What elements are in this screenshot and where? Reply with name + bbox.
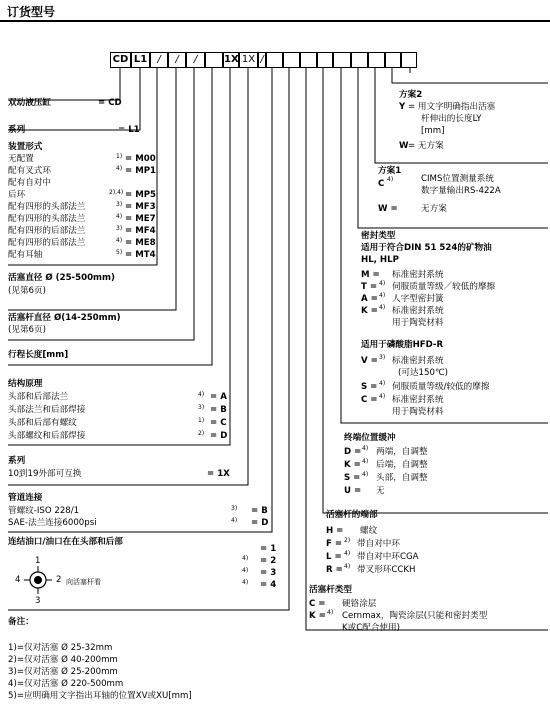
pipe-item-code: = D — [251, 518, 269, 528]
cushion-item-sup: 4) — [362, 458, 369, 465]
mount-title: 装置形式 — [8, 142, 43, 152]
rod-end-item-text: 带自对中环CGA — [357, 552, 419, 562]
seal-item-text: 用于陶瓷材料 — [392, 318, 444, 328]
double-cyl-label: 双动液压缸 — [8, 98, 51, 108]
note-item: 5)=应明确用文字指出耳轴的位置XV或XU[mm] — [8, 691, 192, 701]
seal-item-sup: 3) — [379, 354, 386, 361]
mount-item-label: 配有四形的头部法兰 — [8, 202, 86, 212]
rod-type-item-sup: 4) — [327, 609, 334, 616]
struct-item-code: = C — [210, 418, 227, 428]
option2-y-text: = 用文字明确指出活塞 — [408, 102, 496, 112]
note-item: 2)=仅对活塞 Ø 40-200mm — [8, 655, 118, 665]
note-item: 3)=仅对活塞 Ø 25-200mm — [8, 667, 118, 677]
cushion-item-text: 后端，自调整 — [376, 460, 428, 470]
mount-item-label: 配有四形的头部法兰 — [8, 214, 86, 224]
seal-item-text: 伺服质量等级／较低的摩擦 — [392, 282, 496, 292]
option1-w-text: 无方案 — [421, 204, 447, 214]
rod-type-item-code: C = — [309, 599, 326, 609]
rod-type-title: 活塞杆类型 — [309, 585, 352, 595]
seal-item-code: T = — [361, 282, 378, 292]
option1-c-code: C — [378, 179, 385, 189]
rod-end-item-text: 带自对中环 — [357, 539, 400, 549]
cushion-item-text: 两端，自调整 — [376, 447, 428, 457]
option2-w-text: = 无方案 — [408, 141, 444, 151]
seal-subtitle2: HL, HLP — [361, 255, 399, 265]
seal-item-code: S = — [361, 382, 378, 392]
seal-item-text: 用于陶瓷材料 — [392, 407, 444, 417]
rod-end-item-sup: 4) — [344, 550, 351, 557]
option2-y-text: 杆伸出的长度LY — [421, 114, 482, 124]
option2-y-text: [mm] — [421, 126, 445, 136]
port-number-4: 4 — [15, 575, 21, 585]
mount-item-label: 无配置 — [8, 154, 34, 164]
port-title: 连结油口/油口在在头部和后部 — [8, 537, 123, 547]
seal-item-sup: 4) — [379, 380, 386, 387]
cushion-title: 终端位置缓冲 — [344, 433, 396, 443]
seal-item-sup: 4) — [379, 393, 386, 400]
option1-c-text: 数字量输出RS-422A — [421, 186, 501, 196]
mount-item-code: = ME7 — [125, 214, 156, 224]
port-number-2: 2 — [56, 575, 62, 585]
struct-item-label: 头部和后部法兰 — [8, 392, 69, 402]
port-item-code: = 1 — [260, 544, 277, 554]
port-item-sup: 4) — [242, 555, 249, 562]
note-item: 1)=仅对活塞 Ø 25-32mm — [8, 643, 113, 653]
rod-dia-label: 活塞杆直径 Ø(14-250mm) — [8, 313, 121, 323]
port-caption: 向活塞杆看 — [66, 578, 101, 586]
seal-item-text: 标准密封系统 — [392, 395, 444, 405]
rod-end-item-code: H = — [326, 526, 344, 536]
mount-item-sup: 3) — [116, 225, 123, 232]
mount-item-label: 配有自对中 — [8, 178, 51, 188]
cushion-item-code: U = — [344, 486, 362, 496]
series1-code: = L1 — [118, 125, 140, 135]
rod-end-item-sup: 2) — [344, 537, 351, 544]
notes-title: 备注： — [8, 617, 34, 627]
code-cell-slash: / — [258, 52, 266, 68]
seal-subtitle3: 适用于磷酸脂HFD-R — [361, 340, 444, 350]
mount-item-label: 后环 — [8, 190, 26, 200]
port-item-code: = 4 — [260, 580, 277, 590]
mount-item-sup: 1) — [116, 153, 123, 160]
struct-item-sup: 3) — [198, 404, 205, 411]
option1-title: 方案1 — [378, 166, 402, 176]
mount-item-code: = MP1 — [125, 166, 157, 176]
struct-item-sup: 4) — [198, 391, 205, 398]
mount-item-code: = ME8 — [125, 238, 156, 248]
mount-item-code: = MP5 — [125, 190, 157, 200]
pipe-item-label: 管螺纹-ISO 228/1 — [8, 506, 80, 516]
stroke-label: 行程长度[mm] — [8, 350, 69, 360]
seal-item-code: K = — [361, 306, 378, 316]
option2-w-code: W — [399, 141, 409, 151]
struct-title: 结构原理 — [8, 379, 43, 389]
rod-end-item-text: 带叉形环CCKH — [357, 565, 416, 575]
rod-type-item-text: 硬铬涂层 — [342, 599, 377, 609]
code-cell-stroke: / — [186, 52, 205, 68]
pipe-item-code: = B — [251, 506, 268, 516]
rod-type-item-text: K或C配合使用) — [342, 623, 400, 633]
cushion-item-code: S = — [344, 473, 361, 483]
piston-dia-note: (见第6页) — [8, 286, 46, 296]
mount-item-code: = MF4 — [125, 226, 156, 236]
seal-subtitle: 适用于符合DIN 51 524的矿物油 — [361, 243, 492, 253]
mount-item-sup: 4) — [116, 165, 123, 172]
rod-end-item-code: L = — [326, 552, 342, 562]
cushion-item-text: 头部，自调整 — [376, 473, 428, 483]
seal-title: 密封类型 — [361, 231, 396, 241]
mount-item-sup: 5) — [116, 249, 123, 256]
rod-type-item-code: K = — [309, 611, 326, 621]
mount-item-label: 配有四形的后部法兰 — [8, 238, 86, 248]
pipe-item-sup: 4) — [231, 517, 238, 524]
struct-item-code: = B — [210, 405, 227, 415]
rod-end-item-sup: 4) — [344, 563, 351, 570]
seal-item-text: 标准密封系统 — [392, 306, 444, 316]
struct-item-label: 头部螺纹和后部焊接 — [8, 431, 86, 441]
rod-end-item-code: F = — [326, 539, 343, 549]
seal-item-sup: 4) — [379, 304, 386, 311]
code-cell-series: L1 — [131, 52, 150, 68]
series2-label: 10到19外部可互换 — [8, 469, 82, 479]
code-cell-rod: / — [168, 52, 186, 68]
mount-item-sup: 4) — [116, 237, 123, 244]
rod-end-item-text: 螺纹 — [360, 526, 378, 536]
cushion-item-sup: 4) — [362, 445, 369, 452]
mount-item-sup: 2),4) — [109, 189, 124, 196]
seal-item-text: 标准密封系统 — [392, 356, 444, 366]
seal-item-text: 标准密封系统 — [392, 270, 444, 280]
seal-item-text: 人字型密封簧 — [392, 294, 444, 304]
port-number-1: 1 — [35, 556, 41, 566]
rod-end-title: 活塞杆的端部 — [326, 510, 378, 520]
port-number-3: 3 — [35, 596, 41, 606]
seal-item-sup: 4) — [379, 280, 386, 287]
port-item-sup: 4) — [242, 567, 249, 574]
series1-label: 系列 — [8, 125, 26, 135]
option1-c-text: CIMS位置测量系统 — [421, 174, 494, 184]
series2-code: = 1X — [207, 469, 230, 479]
rod-type-item-text: Cernmax，陶瓷涂层(只能和密封类型 — [342, 611, 488, 621]
struct-item-sup: 1) — [198, 417, 205, 424]
cushion-item-text: 无 — [376, 486, 385, 496]
struct-item-label: 头部法兰和后部焊接 — [8, 405, 86, 415]
seal-item-text: 伺服质量等级/较低的摩擦 — [392, 382, 490, 392]
seal-item-code: C = — [361, 395, 378, 405]
mount-item-sup: 4) — [116, 213, 123, 220]
mount-item-code: = M00 — [125, 154, 156, 164]
mount-item-code: = MT4 — [125, 250, 156, 260]
mount-item-sup: 3) — [116, 201, 123, 208]
code-cell-piston: / — [150, 52, 168, 68]
struct-item-label: 头部和后部有螺纹 — [8, 418, 77, 428]
double-cyl-code: = CD — [98, 98, 122, 108]
pipe-item-sup: 3) — [231, 505, 238, 512]
mount-item-label: 配有叉式环 — [8, 166, 51, 176]
seal-item-code: V = — [361, 356, 378, 366]
code-cell-struct: 1X — [223, 52, 239, 68]
cushion-item-code: K = — [344, 460, 361, 470]
struct-item-sup: 2) — [198, 430, 205, 437]
mount-item-label: 配有四形的后部法兰 — [8, 226, 86, 236]
cushion-item-code: D = — [344, 447, 362, 457]
port-item-code: = 2 — [260, 556, 277, 566]
pipe-title: 管道连接 — [8, 493, 43, 503]
option2-y-code: Y — [399, 102, 406, 112]
pipe-item-label: SAE-法兰连接6000psi — [8, 518, 97, 528]
cushion-item-sup: 4) — [362, 471, 369, 478]
series2-title: 系列 — [8, 456, 26, 466]
rod-end-item-code: R = — [326, 565, 343, 575]
code-cell-series2: 1X — [239, 52, 258, 68]
option2-title: 方案2 — [399, 90, 423, 100]
seal-item-sup: 4) — [379, 292, 386, 299]
page-title: 订货型号 — [7, 5, 56, 19]
port-item-sup: 4) — [242, 579, 249, 586]
struct-item-code: = A — [210, 392, 227, 402]
rod-dia-note: (见第6页) — [8, 325, 46, 335]
seal-item-code: M = — [361, 270, 380, 280]
piston-dia-label: 活塞直径 Ø (25-500mm) — [8, 273, 115, 283]
option1-c-sup: 4) — [387, 176, 394, 183]
seal-item-code: A = — [361, 294, 378, 304]
mount-item-code: = MF3 — [125, 202, 156, 212]
struct-item-code: = D — [210, 431, 228, 441]
seal-item-text: (可达150℃) — [398, 368, 448, 378]
option1-w-code: W = — [378, 204, 398, 214]
code-cell-cd: CD — [110, 52, 131, 68]
note-item: 4)=仅对活塞 Ø 220-500mm — [8, 679, 124, 689]
port-item-code: = 3 — [260, 568, 277, 578]
mount-item-label: 配有耳轴 — [8, 250, 43, 260]
